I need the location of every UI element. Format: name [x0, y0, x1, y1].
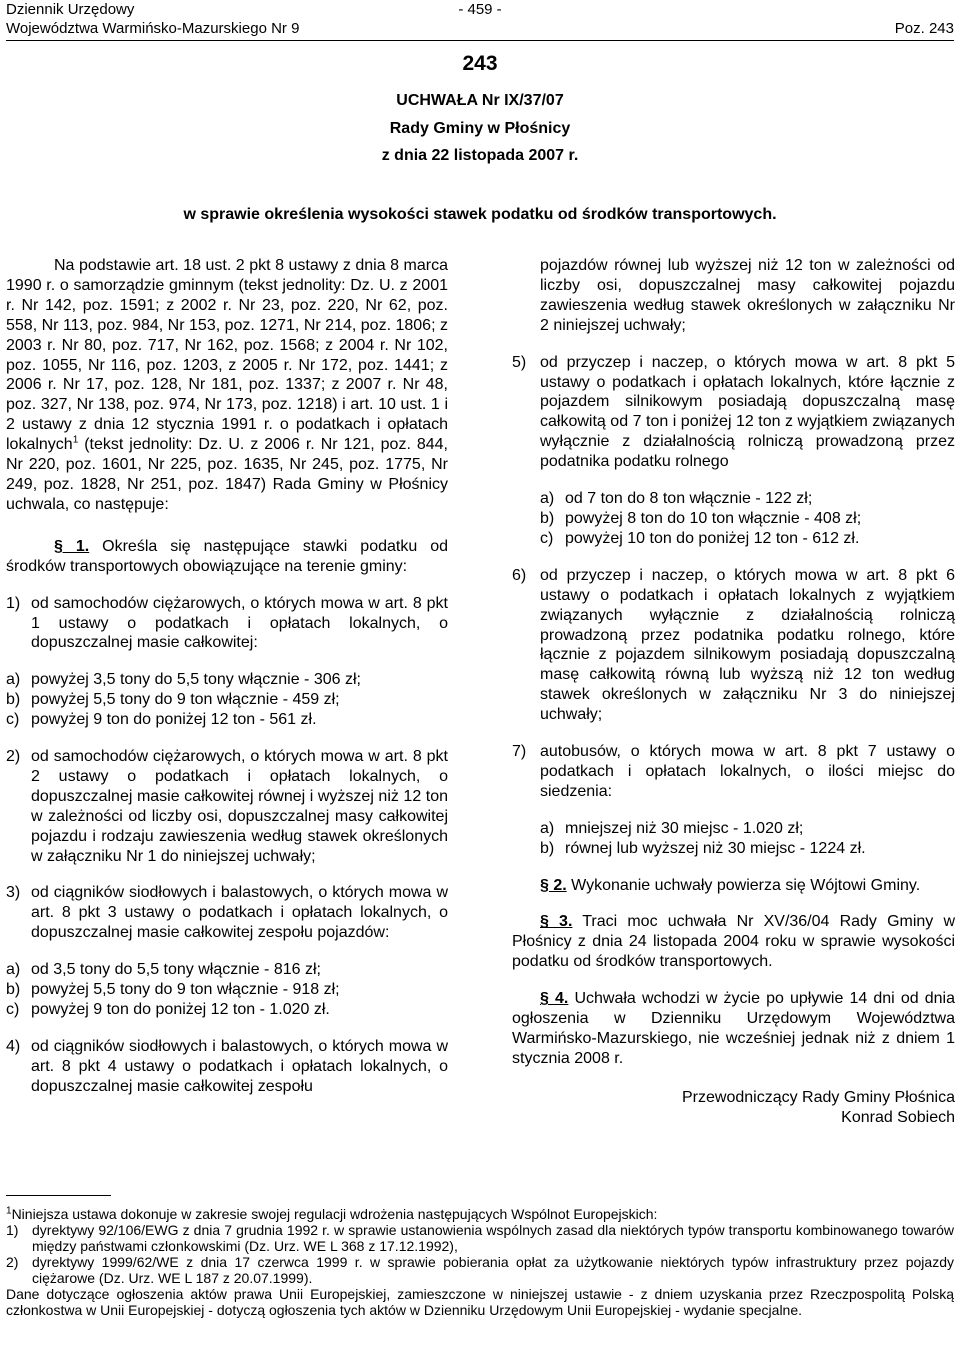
footnote-rule	[6, 1195, 111, 1196]
sub-list: a) od 3,5 tony do 5,5 tony włącznie - 816 zł; b) powyżej 5,5 tony do 9 ton włącznie - 918 zł; c) powyżej 9 ton do poniżej 12 ton - 1.020 zł.	[6, 961, 340, 1018]
sub-list: a) powyżej 3,5 tony do 5,5 tony włącznie - 306 zł; b) powyżej 5,5 tony do 9 ton włącznie - 459 zł; c) powyżej 9 ton do poniżej 12 ton - 561 zł.	[6, 671, 361, 729]
footnote-closing: Dane dotyczące ogłoszenia aktów prawa Unii Europejskiej, zamieszczone w niniejszej ustawie - z dniem uzyskania przez Rzeczpospolitą Polską członkostwa w Unii Europejskiej - dotyczą ogłoszenia tych aktów w Dzienniku Urzędowym Unii Europejskiej - wydanie specjalne.	[6, 1286, 954, 1318]
act-number: 243	[462, 52, 498, 75]
footnote-ref: 1	[72, 434, 79, 446]
list-item: 6) od przyczep i naczep, o których mowa w art. 8 pkt 6 ustawy o podatkach i opłatach lokalnych z wyjątkiem związanych wyłącznie z działalnością rolniczą prowadzoną przez podatnika podatku rolnego, które łącznie z pojazdem silnikowym posiadają dopuszczalną masę całkowitą równą lub wyższą niż 12 ton według stawek określonych w załączniku Nr 3 do niniejszej uchwały;	[512, 566, 955, 724]
page-number: - 459 -	[458, 1, 502, 18]
section-2: § 2. Wykonanie uchwały powierza się Wójtowi Gminy.	[540, 876, 921, 894]
right-column	[512, 256, 955, 1128]
footnote-intro: $^1$Niniejsza ustawa dokonuje w zakresie swojej regulacji wdrożenia następujących Wspólnot Europejskich:	[6, 1205, 658, 1222]
list-item: 7) autobusów, o których mowa w art. 8 pkt 7 ustawy o podatkach i opłatach lokalnych, o ilości miejsc do siedzenia:	[512, 743, 955, 800]
sub-list: a) od 7 ton do 8 ton włącznie - 122 zł; b) powyżej 8 ton do 10 ton włącznie - 408 zł; c) powyżej 10 ton do poniżej 12 ton - 612 zł.	[540, 490, 862, 547]
journal-region: Województwa Warmińsko-Mazurskiego Nr 9	[6, 20, 300, 37]
footnote-item: 2) dyrektywy 1999/62/WE z dnia 17 czerwca 1999 r. w sprawie pobierania opłat za użytkowanie niektórych typów infrastruktury przez pojazdy ciężarowe (Dz. Urz. WE L 187 z 20.07.1999).	[6, 1254, 954, 1286]
signatory-role: Przewodniczący Rady Gminy Płośnica	[682, 1088, 955, 1106]
list-item: 1) od samochodów ciężarowych, o których mowa w art. 8 pkt 1 ustawy o podatkach i opłatach lokalnych, o dopuszczalnej masie całkowitej:	[6, 594, 448, 652]
position-number: Poz. 243	[894, 20, 954, 37]
resolution-title: UCHWAŁA Nr IX/37/07	[396, 92, 564, 109]
footnote-item: 1) dyrektywy 92/106/EWG z dnia 7 grudnia 1992 r. w sprawie ustanowienia wspólnych zasad dla niektórych typów transportu kombinowanego towarów między państwami członkowskimi (Dz. Urz. WE L 368 z 17.12.1992),	[6, 1222, 954, 1254]
list-item: 4) od ciągników siodłowych i balastowych, o których mowa w art. 8 pkt 4 ustawy o podatkach i opłatach lokalnych, o dopuszczalnej masie całkowitej zespołu	[6, 1037, 448, 1095]
journal-name: Dziennik Urzędowy	[6, 1, 135, 18]
footnote	[6, 1195, 954, 1318]
signatory-name: Konrad Sobiech	[841, 1108, 955, 1126]
header-rule	[6, 40, 954, 41]
continued-text: pojazdów równej lub wyższej niż 12 ton w zależności od liczby osi, dopuszczalnej masy całkowitej pojazdu zawieszenia według stawek określonych w załączniku Nr 2 niniejszej uchwały;	[540, 257, 955, 334]
section-3: § 3. Traci moc uchwała Nr XV/36/04 Rady Gminy w Płośnicy z dnia 24 listopada 2004 roku w sprawie wysokości podatku od środków transportowych.	[512, 913, 955, 971]
list-item: 2) od samochodów ciężarowych, o których mowa w art. 8 pkt 2 ustawy o podatkach i opłatach lokalnych, o dopuszczalnej masie całkowitej równej i wyższej niż 12 ton w zależności od liczby osi, dopuszczalnej masy całkowitej pojazdu i rodzaju zawieszenia według stawek określonych w załączniku Nr 1 do niniejszej uchwały;	[6, 748, 448, 865]
council-name: Rady Gminy w Płośnicy	[389, 120, 571, 137]
section-mark: § 1.	[54, 537, 90, 555]
section-1: § 1. Określa się następujące stawki podatku od środków transportowych obowiązujące na terenie gminy:	[6, 537, 448, 575]
preamble: Na podstawie art. 18 ust. 2 pkt 8 ustawy z dnia 8 marca 1990 r. o samorządzie gminnym (tekst jednolity: Dz. U. z 2001 r. Nr 142, poz. 1591; z 2002 r. Nr 23, poz. 220, Nr 62, poz. 558, Nr 113, poz. 984, Nr 153, poz. 1271, Nr 214, poz. 1806; z 2003 r. Nr 80, poz. 717, Nr 162, poz. 1568; z 2004 r. Nr 102, poz. 1055, Nr 116, poz. 1203, z 2005 r. Nr 172, poz. 1441; z 2006 r. Nr 17, poz. 128, Nr 181, poz. 1337; z 2007 r. Nr 48, poz. 327, Nr 138, poz. 974, Nr 173, poz. 1218) i art. 10 ust. 1 i 2 ustawy z dnia 12 stycznia 1991 r. o podatkach i opłatach lokalnych$^1$ (tekst jednolity: Dz. U. z 2006 r. Nr 121, poz. 844, Nr 220, poz. 1601, Nr 225, poz. 1635, Nr 245, poz. 1775, Nr 249, poz. 1828, Nr 251, poz. 1847) Rada Gminy w Płośnicy uchwala, co następuje:	[6, 257, 448, 513]
sub-list: a) mniejszej niż 30 miejsc - 1.020 zł; b) równej lub wyższej niż 30 miejsc - 1224 zł.	[540, 819, 866, 857]
list-item: 5) od przyczep i naczep, o których mowa w art. 8 pkt 5 ustawy o podatkach i opłatach lokalnych, które łącznie z pojazdem silnikowym posiadają dopuszczalną masę całkowitą od 7 ton i poniżej 12 ton z wyjątkiem związanych wyłącznie z działalnością rolniczą prowadzoną przez podatnika podatku rolnego	[512, 353, 955, 471]
resolution-date: z dnia 22 listopada 2007 r.	[381, 147, 579, 164]
left-column	[6, 256, 448, 1097]
list-item: 3) od ciągników siodłowych i balastowych, o których mowa w art. 8 pkt 3 ustawy o podatkach i opłatach lokalnych, o dopuszczalnej masie całkowitej zespołu pojazdów:	[6, 884, 448, 942]
page-header	[6, 0, 954, 42]
resolution-subject: w sprawie określenia wysokości stawek podatku od środków transportowych.	[183, 206, 777, 223]
section-4: § 4. Uchwała wchodzi w życie po upływie 14 dni od dnia ogłoszenia w Dzienniku Urzędowym Województwa Warmińsko-Mazurskiego, nie wcześniej jednak niż z dniem 1 stycznia 2008 r.	[512, 990, 955, 1067]
